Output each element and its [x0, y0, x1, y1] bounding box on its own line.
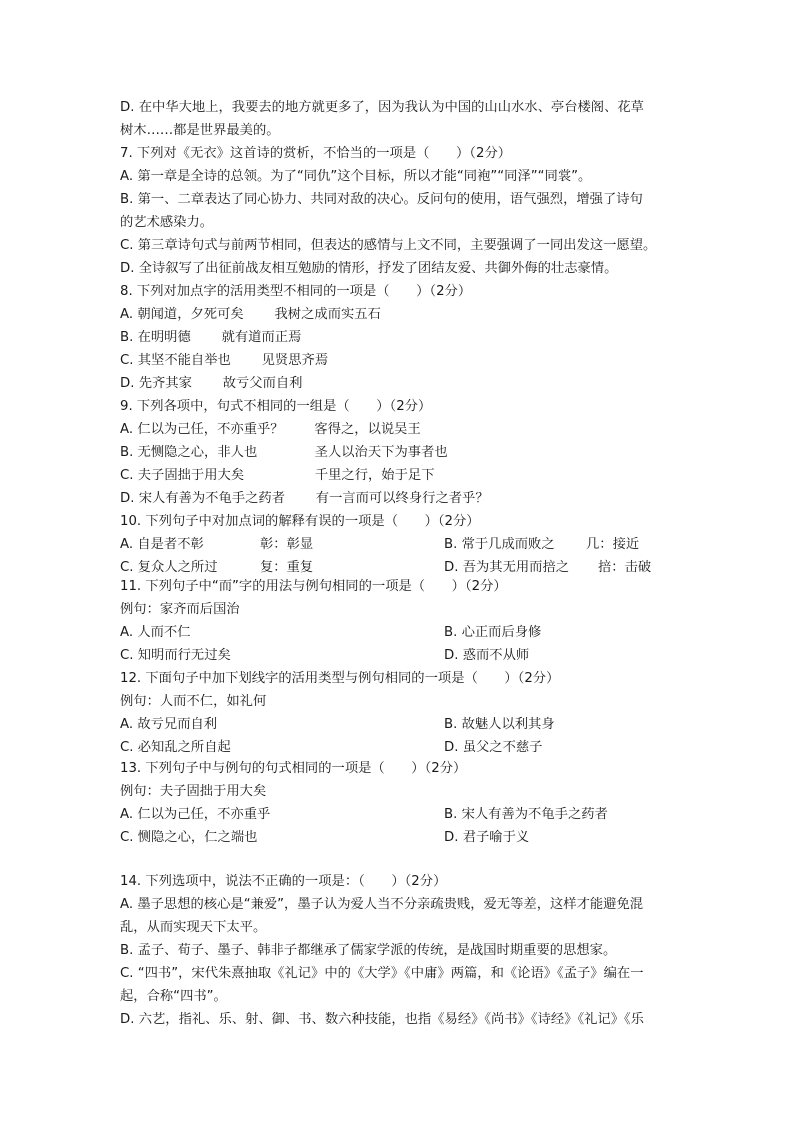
q14-option-b: B. 孟子、荀子、墨子、韩非子都继承了儒家学派的传统，是战国时期重要的思想家。: [120, 943, 617, 958]
q9-option-d: D. 宋人有善为不龟手之药者 有一言而可以终身行之者乎？: [120, 491, 489, 506]
q9-option-a: A. 仁以为己任，不亦重乎？ 客得之，以说吴王: [120, 422, 421, 437]
q13-option-b: B. 宋人有善为不龟手之药者: [444, 807, 608, 822]
q8-option-c: C. 其坚不能自举也 见贤思齐焉: [120, 353, 329, 368]
q7-option-b-line2: 的艺术感染力。: [120, 215, 214, 230]
q11-option-c: C. 知明而行无过矣: [120, 648, 231, 663]
q11-option-b: B. 心正而后身修: [444, 625, 542, 640]
q7-option-c: C. 第三章诗句式与前两节相同，但表达的感情与上文不同，主要强调了一同出发这一愿望。: [120, 238, 657, 253]
q10-option-a-gloss: 彰：彰显: [260, 537, 314, 552]
q6-option-d-line2: 树木……都是世界最美的。: [120, 123, 280, 138]
q7-option-d: D. 全诗叙写了出征前战友相互勉励的情形，抒发了团结友爱、共御外侮的壮志豪情。: [120, 261, 618, 276]
q12-option-c: C. 必知乱之所自起: [120, 740, 231, 755]
q14-option-a-line1: A. 墨子思想的核心是“兼爱”，墨子认为爱人当不分亲疏贵贱，爱无等差，这样才能避免混: [120, 897, 644, 912]
q9-stem: 9. 下列各项中，句式不相同的一组是（ ）（2分）: [120, 399, 432, 414]
q14-option-a-line2: 乱，从而实现天下太平。: [120, 920, 267, 935]
q12-stem: 12. 下面句子中加下划线字的活用类型与例句相同的一项是（ ）（2分）: [120, 671, 560, 686]
q14-option-c-line2: 起，合称“四书”。: [120, 989, 227, 1004]
q10-option-d-gloss: 掊：击破: [598, 560, 652, 575]
q14-option-d-line1: D. 六艺，指礼、乐、射、御、书、数六种技能，也指《易经》《尚书》《诗经》《礼记》《乐: [120, 1012, 644, 1027]
q8-option-d: D. 先齐其家 故亏父而自利: [120, 376, 303, 391]
q13-option-d: D. 君子喻于义: [444, 830, 530, 845]
q8-option-b: B. 在明明德 就有道而正焉: [120, 330, 302, 345]
q10-stem: 10. 下列句子中对加点词的解释有误的一项是（ ）（2分）: [120, 514, 480, 529]
q14-stem: 14. 下列选项中，说法不正确的一项是：（ ）（2分）: [120, 874, 447, 889]
q13-stem: 13. 下列句子中与例句的句式相同的一项是（ ）（2分）: [120, 761, 467, 776]
q7-option-a: A. 第一章是全诗的总领。为了“同仇”这个目标，所以才能“同袍”“同泽”“同裳”。: [120, 169, 592, 184]
q7-stem: 7. 下列对《无衣》这首诗的赏析，不恰当的一项是（ ）（2分）: [120, 146, 512, 161]
q8-stem: 8. 下列对加点字的活用类型不相同的一项是（ ）（2分）: [120, 284, 472, 299]
q12-example: 例句：人而不仁，如礼何: [120, 694, 267, 709]
q11-option-d: D. 惑而不从师: [444, 648, 530, 663]
q12-option-a: A. 故亏兄而自利: [120, 717, 218, 732]
q11-example: 例句：家齐而后国治: [120, 602, 240, 617]
q11-option-a: A. 人而不仁: [120, 625, 191, 640]
q9-option-c: C. 夫子固拙于用大矣 千里之行，始于足下: [120, 468, 435, 483]
q13-option-c: C. 恻隐之心，仁之端也: [120, 830, 258, 845]
q10-option-d: D. 吾为其无用而掊之: [444, 560, 570, 575]
q13-option-a: A. 仁以为己任，不亦重乎: [120, 807, 271, 822]
q12-option-d: D. 虽父之不慈子: [444, 740, 543, 755]
q10-option-b: B. 常于几成而败之: [444, 537, 555, 552]
q9-option-b: B. 无恻隐之心，非人也 圣人以治天下为事者也: [120, 445, 448, 460]
q10-option-c: C. 复众人之所过: [120, 560, 218, 575]
q12-option-b: B. 故魅人以利其身: [444, 717, 555, 732]
q10-option-b-gloss: 几：接近: [586, 537, 640, 552]
q11-stem: 11. 下列句子中“而”字的用法与例句相同的一项是（ ）（2分）: [120, 579, 507, 594]
q6-option-d-line1: D. 在中华大地上，我要去的地方就更多了，因为我认为中国的山山水水、亭台楼阁、花草: [120, 100, 644, 115]
q10-option-a: A. 自是者不彰: [120, 537, 204, 552]
q13-example: 例句：夫子固拙于用大矣: [120, 784, 267, 799]
q7-option-b-line1: B. 第一、二章表达了同心协力、共同对敌的决心。反问句的使用，语气强烈，增强了诗句: [120, 192, 643, 207]
q10-option-c-gloss: 复：重复: [260, 560, 314, 575]
q8-option-a: A. 朝闻道，夕死可矣 我树之成而实五石: [120, 307, 381, 322]
q14-option-c-line1: C. “四书”，宋代朱熹抽取《礼记》中的《大学》《中庸》两篇，和《论语》《孟子》编在一: [120, 966, 644, 981]
